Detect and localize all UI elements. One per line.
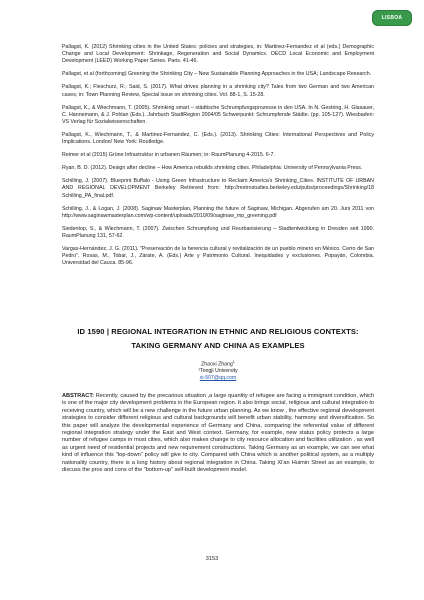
reference-item: Pallagst, K.; Fleschurz, R.; Said, S. (2017). What drives planning in a shrinking city? Tales from two German and two American cases; in: Town Planning Review, Special issue on shrinking cities. Vol. 88-1, S. 15-28. xyxy=(62,84,374,98)
paper-title: ID 1590 | REGIONAL INTEGRATION IN ETHNIC AND RELIGIOUS CONTEXTS: TAKING GERMANY AND CHINA AS EXAMPLES xyxy=(77,327,359,350)
reference-item: Ryan, B. D. (2012). Design after decline – How America rebuilds shrinking cities. Philadelphia: University of Pennsylvania Press. xyxy=(62,165,363,172)
reference-item: Pallagst, K., Wiechmann, T., & Martinez-Fernandez, C. (Eds.). (2013). Shrinking Cities: International Perspectives and Policy Implications. London/ New York: Routledge. xyxy=(62,132,374,146)
reference-item: Pallagst, et al (forthcoming) Greening the Shrinking City – New Sustainable Planning Approaches in the USA; Landscape Research. xyxy=(62,71,372,78)
author-name: Zhaoxi Zhang xyxy=(201,361,233,368)
author-line xyxy=(62,359,374,368)
author-email-link[interactable]: xi-507@qq.com xyxy=(199,374,237,381)
page-number: 3153 xyxy=(205,556,219,562)
author-block xyxy=(62,359,374,382)
abstract-label: ABSTRACT: xyxy=(62,393,95,399)
reference-item: Schilling, J. (2007). Blueprint Buffalo - Using Green Infrastructure to Reclaim America's Shrinking_Cities. INSTITUTE OF URBAN AND REGIONAL DEVELOPMENT Berkeley Retrieved from: http://metrostudies.berkeley.edu/pubs/proceedings/Shrinking/18 Schilling_PA_final.pdf. xyxy=(62,178,374,199)
conference-logo xyxy=(372,10,412,26)
abstract-text: Recently, caused by the precarious situation ,a large quantity of refugee are facing a immigrant condition, which is one of the major city development problems in the European region. It also brings social, religious and cultural integration to receiving country, which will be a new challenge in the future urban planning. As we know , the effective regional development strategies to consider different religious and cultural backgrounds will benefit urban stability, harmony and diversification. So this paper will analyze the developmental experience of Germany and China, comparing the referential value of different regional integration strategy under the East and West context. Germany, for example, new status policy protects a large number of refugee camps in most cities, which also makes change to city resource allocation and facilities utilization , as well as urgent need of residential projects and new requirement constructions. Taking Germany as an example, we can see what kind of influence this "top-down" policy will give to city. Compared with China which is another political system, as a multiply nationality country, there is a long history about regional integration in China. Taking Xi'an Huimin Street as an example, to discuss the pros and cons of the "bottom-up" self-built development model. xyxy=(62,393,374,474)
reference-item: Siedentop, S., & Wiechmann, T. (2007). Zwischen Schrumpfung und Reurbanisierung – Stadtentwicklung in Dresden seit 1990. RaumPlanung 131, 57-62. xyxy=(62,225,374,240)
reference-item: Pallagst, K., & Wiechmann, T. (2005). Shrinking smart – städtische Schrumpfungsprozesse in den USA. In N. Gestring, H. Glasauer, C. Hannemann, & J. Pohlan (Eds.). Jahrbuch StadtRegion 2004/05 Schwerpunkt: Schrumpfende Städte. (pp. 105-127). Wiesbaden: VS Verlag für Sozialwissenschaften. xyxy=(62,104,374,126)
conference-logo-text: LISBOA xyxy=(381,15,403,21)
author-affiliation: ¹Tongji University xyxy=(198,368,238,375)
reference-list xyxy=(62,44,374,273)
reference-item: Reimer et al (2015) Grüne Infrastruktur in urbanen Räumen; in: RaumPlanung 4-2015. 6-7. xyxy=(62,152,275,159)
reference-item: Vargas-Hernández, J. G. (2011). "Preservación de la herencia cultural y revitalización de un pueblo minero en México. Cerro de San Pedro". Rosas, M., Tobar, J., Zárate, A. (Eds.) Arte y Patrimonio Cultural. Inequidades y exclusiones. Popayán, Colombia. Universidad del Cauca. 85-96. xyxy=(62,246,374,267)
abstract xyxy=(62,393,374,474)
reference-item: Pallagst, K. (2012) Shrinking cities in the United States: policies and strategies, in: Martinez-Fernandez et al (eds.) Demographic Change and Local Development: Shrinkage, Regeneration and Social Dynamics. OECD Local Economic and Employment Development (LEED) Working Paper Series. Paris. 41-46. xyxy=(62,44,374,65)
reference-item: Schilling, J., & Logan, J. (2008). Saginaw Masterplan, Planning the future of Saginaw, Michigan. Abgerufen am 20. Juni 2011 von http://www.saginawmasterplan.com/wp-content/uploads/2010/09/saginaw_mp_greening.pdf xyxy=(62,205,374,219)
author-affiliation-mark: 1 xyxy=(232,360,235,364)
